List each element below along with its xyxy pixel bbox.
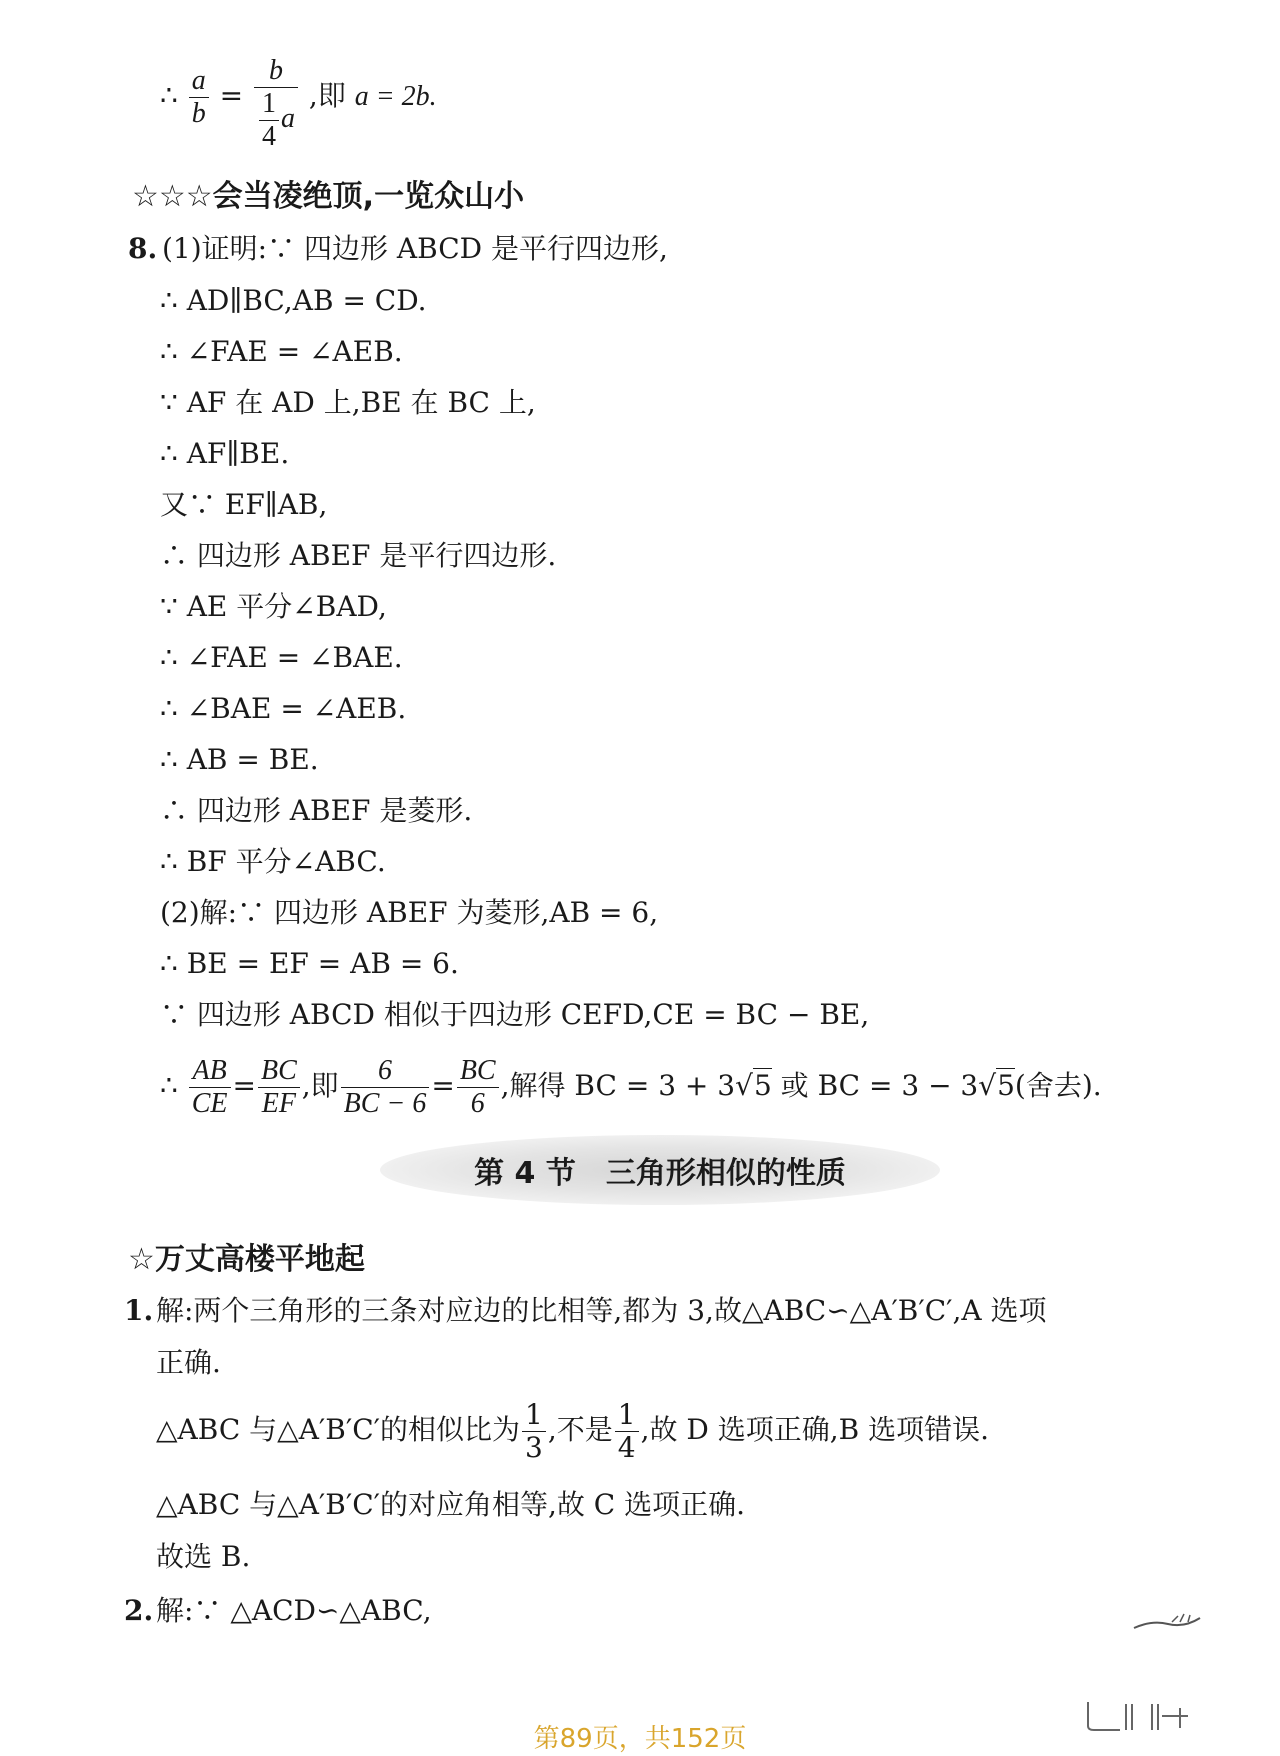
proof-line: ∵ AF 在 AD 上,BE 在 BC 上,: [160, 386, 536, 419]
fraction-denominator: b: [191, 98, 206, 129]
problem-8-part-1: (1)证明:∵ 四边形 ABCD 是平行四边形,: [162, 232, 668, 265]
similarity-ratio-line: [156, 1392, 989, 1468]
fraction-denominator: 4: [617, 1431, 636, 1464]
intro-tail: ,即: [308, 79, 355, 112]
nested-numerator: 1: [259, 88, 279, 121]
proof-line: ∴ BE = EF = AB = 6.: [160, 947, 459, 980]
sqrt-sign: √: [735, 1069, 753, 1102]
therefore-symbol: ∴: [160, 1069, 178, 1102]
proof-line: ∴ AF∥BE.: [160, 437, 290, 470]
intro-result: a = 2b.: [354, 81, 437, 112]
section-heading-foundation: ☆万丈高楼平地起: [128, 1242, 365, 1277]
proof-line: ∴ ∠FAE = ∠BAE.: [160, 641, 403, 674]
fraction-denominator: [254, 88, 298, 153]
ratio-text-conclusion: ,故 D 选项正确,B 选项错误.: [640, 1413, 990, 1446]
proof-line: ∵ 四边形 ABCD 相似于四边形 CEFD,CE = BC − BE,: [160, 998, 870, 1031]
final-mid-text: ,即: [301, 1069, 339, 1102]
fraction-bc-ef: [258, 1055, 300, 1120]
problem-1-line: △ABC 与△A′B′C′的对应角相等,故 C 选项正确.: [156, 1488, 746, 1521]
proof-line: ∴ ∠BAE = ∠AEB.: [160, 692, 407, 725]
proof-line-part-2: (2)解:∵ 四边形 ABEF 为菱形,AB = 6,: [160, 896, 659, 929]
section-banner-title: 第 4 节 三角形相似的性质: [474, 1156, 846, 1191]
fraction-one-third: [522, 1399, 546, 1464]
equals-sign: =: [232, 1069, 256, 1102]
therefore-symbol: ∴: [160, 79, 178, 112]
fraction-bc-over-6: [457, 1055, 499, 1120]
fraction-denominator: EF: [261, 1088, 296, 1119]
problem-2-line: 解:∵ △ACD∽△ABC,: [156, 1594, 432, 1627]
sqrt-sign: √: [978, 1069, 997, 1102]
fraction-denominator: 6: [470, 1088, 485, 1119]
equals-sign: =: [219, 79, 244, 112]
proof-line: ∴ 四边形 ABEF 是平行四边形.: [160, 539, 557, 572]
solution-text: ,解得 BC = 3 + 3: [500, 1069, 736, 1102]
problem-2-number: 2.: [124, 1594, 154, 1627]
fraction-one-quarter: [615, 1399, 639, 1464]
fraction-numerator: AB: [189, 1055, 231, 1088]
proof-line: ∴ 四边形 ABEF 是菱形.: [160, 794, 473, 827]
proof-line: ∴ AD∥BC,AB = CD.: [160, 284, 427, 317]
proof-line: ∵ AE 平分∠BAD,: [160, 590, 387, 623]
fraction-numerator: 1: [522, 1399, 546, 1432]
fraction-numerator: 6: [341, 1055, 430, 1088]
problem-1-answer: 故选 B.: [156, 1540, 251, 1573]
proof-line: ∴ ∠FAE = ∠AEB.: [160, 335, 403, 368]
sqrt-radicand: 5: [753, 1069, 772, 1102]
nested-denominator: 4: [262, 121, 277, 153]
fraction-a-over-b: [189, 65, 209, 130]
problem-1-number: 1.: [124, 1294, 154, 1327]
proof-line: 又∵ EF∥AB,: [160, 488, 328, 521]
fraction-numerator: b: [254, 55, 298, 88]
problem-8-number: 8.: [128, 232, 158, 265]
proof-line: ∴ BF 平分∠ABC.: [160, 845, 386, 878]
fraction-numerator: BC: [457, 1055, 499, 1088]
fraction-denominator: BC − 6: [343, 1088, 427, 1119]
problem-1-line: 正确.: [156, 1346, 221, 1379]
proof-line: ∴ AB = BE.: [160, 743, 319, 776]
solution-text-or: 或 BC = 3 − 3: [771, 1069, 979, 1102]
fraction-numerator: 1: [615, 1399, 639, 1432]
ratio-text: △ABC 与△A′B′C′的相似比为: [156, 1413, 521, 1446]
fraction-numerator: BC: [258, 1055, 300, 1088]
decorative-flourish-icon: [1132, 1610, 1202, 1634]
sqrt-radicand: 5: [997, 1069, 1015, 1102]
fraction-numerator: a: [189, 65, 209, 98]
intro-equation: [160, 48, 437, 153]
fraction-b-over-quarter-a: [254, 55, 298, 153]
final-equation: [160, 1050, 1102, 1122]
fraction-ab-ce: [189, 1055, 231, 1120]
fraction-denominator: CE: [191, 1088, 228, 1119]
discard-note: (舍去).: [1014, 1069, 1102, 1102]
denominator-variable: a: [281, 103, 296, 134]
section-banner: [380, 1135, 940, 1205]
ratio-text-not: ,不是: [547, 1413, 613, 1446]
nested-fraction: [259, 88, 279, 153]
equals-sign: =: [431, 1069, 455, 1102]
fraction-denominator: 3: [525, 1431, 543, 1464]
fraction-6-over-bc-minus-6: [341, 1055, 430, 1120]
page-indicator: 第89页，共152页: [533, 1724, 747, 1754]
section-heading-peak: ☆☆☆会当凌绝顶,一览众山小: [132, 179, 525, 214]
problem-1-line: 解:两个三角形的三条对应边的比相等,都为 3,故△ABC∽△A′B′C′,A 选项: [156, 1294, 1047, 1327]
